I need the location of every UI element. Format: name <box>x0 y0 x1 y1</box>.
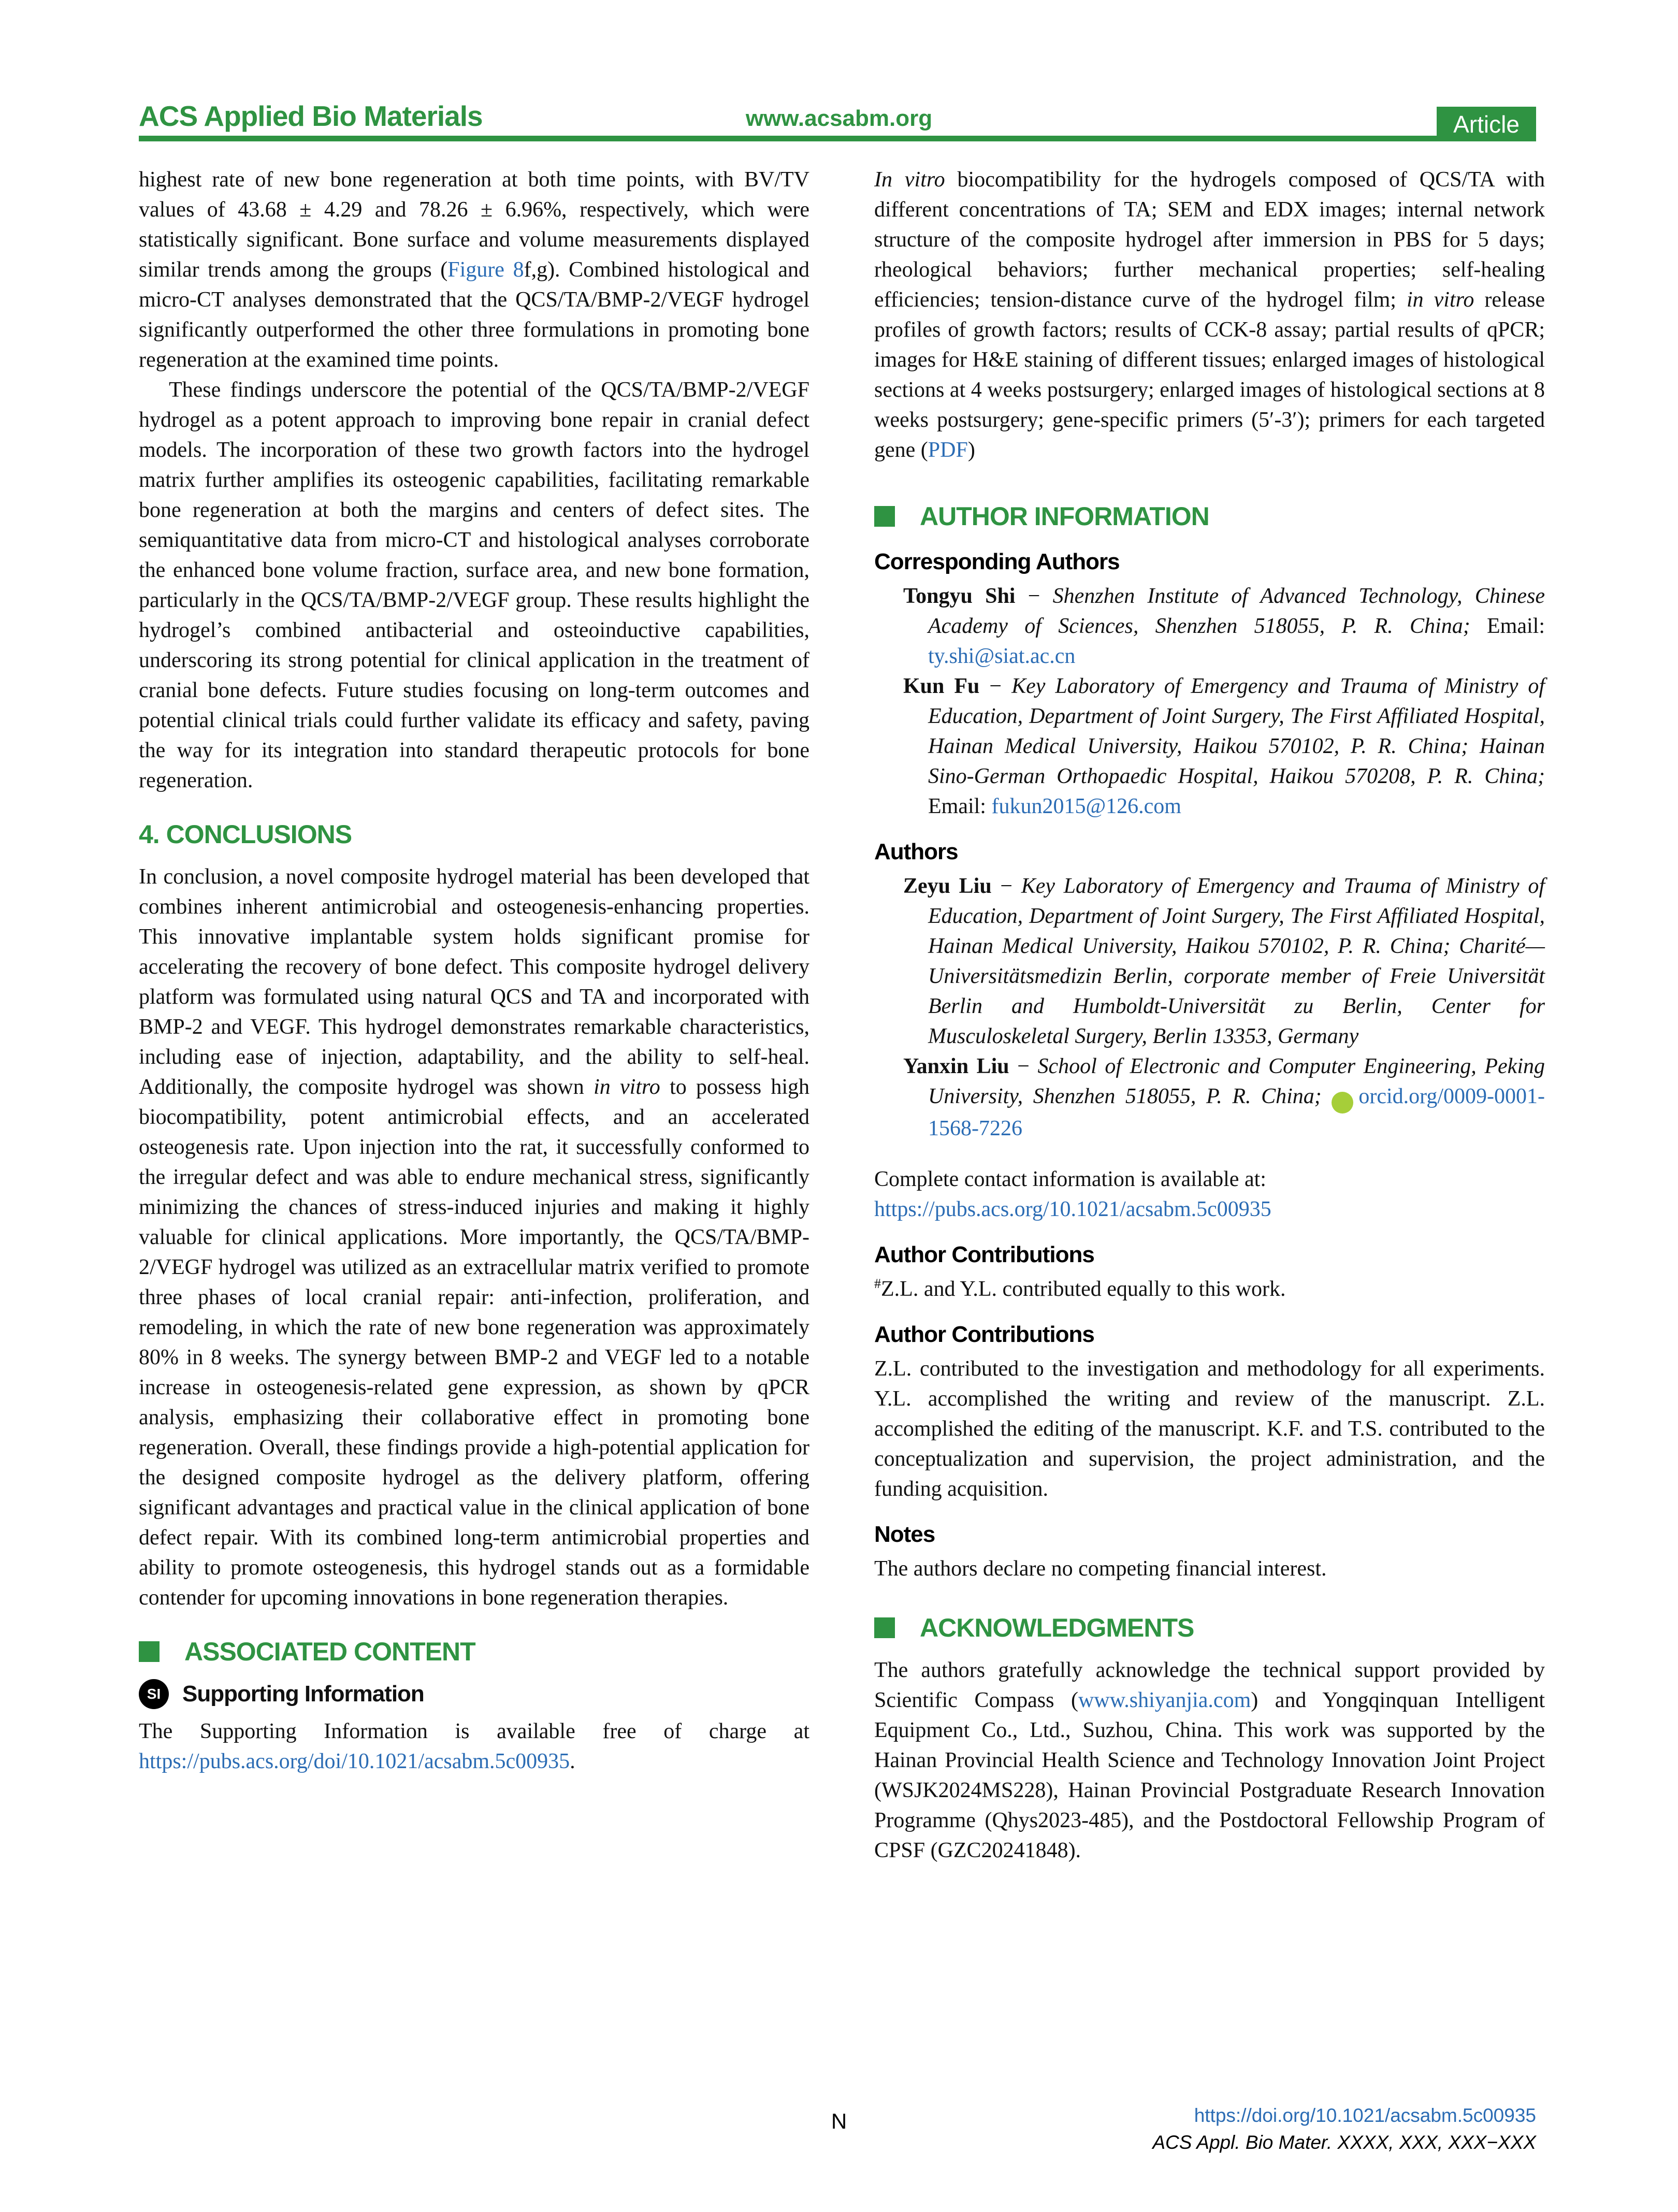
supporting-information-title: Supporting Information <box>182 1681 424 1707</box>
section-heading-author-information <box>874 501 1545 531</box>
section-heading-label: 4. CONCLUSIONS <box>139 820 352 849</box>
body-paragraph: The Supporting Information is available free of charge at https://pubs.acs.org/doi/10.1021/acsabm.5c00935. <box>139 1719 809 1773</box>
subheading-author-contributions: Author Contributions <box>874 1322 1094 1347</box>
body-paragraph: These findings underscore the potential of the QCS/TA/BMP-2/VEGF hydrogel as a potent approach to improving bone repair in cranial defect models. The incorporation of these two growth factors into the hydrogel matrix further amplifies its osteogenic capabilities, facilitating remarkable bone regeneration at both the margins and centers of defect sites. The semiquantitative data from micro-CT and histological analyses corroborate the enhanced bone volume fraction, surface area, and new bone formation, particularly in the QCS/TA/BMP-2/VEGF group. These results highlight the hydrogel’s combined antibacterial and osteoinductive capabilities, underscoring its strong potential for clinical application in the treatment of cranial bone defects. Future studies focusing on long-term outcomes and potential clinical trials could further validate its efficacy and safety, paving the way for its integration into standard therapeutic protocols for bone regeneration. <box>139 378 809 792</box>
footer-citation-journal: ACS Appl. Bio Mater. <box>1152 2132 1333 2153</box>
body-paragraph: The authors gratefully acknowledge the technical support provided by Scientific Compass (www.shiyanjia.com) and Yongqinquan Intelligent Equipment Co., Ltd., Suzhou, China. This work was supported by the Hainan Provincial Health Science and Technology Innovation Joint Project (WSJK2024MS228), Hainan Provincial Postgraduate Research Innovation Programme (Qhys2023-485), and the Postdoctoral Fellowship Program of CPSF (GZC20241848). <box>874 1658 1545 1862</box>
section-heading-label: ASSOCIATED CONTENT <box>184 1637 475 1666</box>
figure-8-link[interactable]: Figure 8 <box>447 258 524 282</box>
subheading-author-contributions: Author Contributions <box>874 1242 1094 1267</box>
section-heading-acknowledgments <box>874 1613 1545 1643</box>
orcid-icon: iD <box>1332 1092 1353 1114</box>
notes-text: The authors declare no competing financial interest. <box>874 1557 1327 1581</box>
section-heading-label: AUTHOR INFORMATION <box>920 502 1209 531</box>
footer-citation <box>1152 2132 1536 2153</box>
section-heading-associated-content <box>139 1637 809 1667</box>
si-badge-icon: SI <box>139 1679 169 1709</box>
author-entry: Kun Fu − Key Laboratory of Emergency and Trauma of Ministry of Education, Department of Joint Surgery, The First Affiliated Hospital, Hainan Medical University, Haikou 570102, P. R. China; Hainan Sino-German Orthopaedic Hospital, Haikou 570208, P. R. China; Email: fukun2015@126.com <box>903 674 1545 818</box>
article-type-badge: Article <box>1437 107 1536 141</box>
author-entry: Tongyu Shi − Shenzhen Institute of Advanced Technology, Chinese Academy of Sciences, Shenzhen 518055, P. R. China; Email: ty.shi@siat.ac.cn <box>903 584 1545 668</box>
orcid-link[interactable]: orcid.org/0009-0001-1568-7226 <box>928 1085 1545 1140</box>
email-link-kun-fu[interactable]: fukun2015@126.com <box>991 794 1181 818</box>
body-paragraph: Z.L. contributed to the investigation and methodology for all experiments. Y.L. accomplished the writing and review of the manuscript. Z.L. accomplished the editing of the manuscript. K.F. and T.S. contributed to the conceptualization and supervision, the project administration, and the funding acquisition. <box>874 1357 1545 1501</box>
section-square-icon <box>874 506 895 527</box>
section-heading-conclusions <box>139 819 809 849</box>
section-heading-label: ACKNOWLEDGMENTS <box>920 1613 1194 1642</box>
author-entry: Yanxin Liu − School of Electronic and Computer Engineering, Peking University, Shenzhen 518055, P. R. China; iD orcid.org/0009-0001-1568-7226 <box>903 1054 1545 1140</box>
footer-doi-link[interactable]: https://doi.org/10.1021/acsabm.5c00935 <box>1194 2105 1536 2126</box>
body-paragraph: In conclusion, a novel composite hydrogel material has been developed that combines inherent antimicrobial and osteogenesis-enhancing properties. This innovative implantable system holds significant promise for accelerating the recovery of bone defect. This composite hydrogel delivery platform was formulated using natural QCS and TA and incorporated with BMP-2 and VEGF. This hydrogel demonstrates remarkable characteristics, including ease of injection, adaptability, and the ability to self-heal. Additionally, the composite hydrogel was shown in vitro to possess high biocompatibility, potent antimicrobial effects, and an accelerated osteogenesis rate. Upon injection into the rat, it successfully conformed to the irregular defect and was able to endure mechanical stress, significantly minimizing the chances of stress-induced injuries and making it highly valuable for clinical applications. More importantly, the QCS/TA/BMP-2/VEGF hydrogel was utilized as an extracellular matrix verified to promote three phases of local cranial repair: anti-infection, proliferation, and remodeling, in which the rate of new bone regeneration was approximately 80% in 8 weeks. The synergy between BMP-2 and VEGF led to a notable increase in osteogenesis-related gene expression, as shown by qPCR analysis, emphasizing their collaborative effect in promoting bone regeneration. Overall, these findings provide a high-potential application for the designed composite hydrogel as the delivery platform, offering significant advantages and practical value in the clinical application of bone defect repair. With its combined long-term antimicrobial properties and ability to promote osteogenesis, this hydrogel stands out as a formidable contender for upcoming innovations in bone regeneration therapies. <box>139 865 810 1610</box>
email-link-tongyu-shi[interactable]: ty.shi@siat.ac.cn <box>928 644 1076 668</box>
pdf-link[interactable]: PDF <box>928 438 968 462</box>
footer-citation-pages: XXXX, XXX, XXX−XXX <box>1332 2132 1536 2153</box>
subheading-notes: Notes <box>874 1522 935 1547</box>
journal-title: ACS Applied Bio Materials <box>139 100 483 132</box>
section-square-icon <box>139 1641 160 1662</box>
subheading-authors: Authors <box>874 839 958 864</box>
contact-info-link[interactable]: https://pubs.acs.org/10.1021/acsabm.5c00935 <box>874 1197 1271 1221</box>
supporting-info-link[interactable]: https://pubs.acs.org/doi/10.1021/acsabm.5c00935 <box>139 1750 570 1773</box>
right-column <box>874 165 1545 1866</box>
subheading-corresponding-authors: Corresponding Authors <box>874 549 1120 574</box>
contact-info-text: Complete contact information is available at: <box>874 1167 1266 1191</box>
author-entry: Zeyu Liu − Key Laboratory of Emergency and Trauma of Ministry of Education, Department of Joint Surgery, The First Affiliated Hospital, Hainan Medical University, Haikou 570102, P. R. China; Charité—Universitätsmedizin Berlin, corporate member of Freie Universität Berlin and Humboldt-Universität zu Berlin, Center for Musculoskeletal Surgery, Berlin 13353, Germany <box>903 874 1545 1048</box>
body-paragraph: #Z.L. and Y.L. contributed equally to this work. <box>874 1276 1286 1301</box>
page-number: N <box>831 2109 847 2133</box>
contact-info-block <box>874 1164 1545 1224</box>
supporting-information-row <box>139 1679 809 1709</box>
shiyanjia-link[interactable]: www.shiyanjia.com <box>1078 1688 1251 1712</box>
left-column <box>139 165 809 1776</box>
section-square-icon <box>874 1617 895 1638</box>
journal-url-link[interactable]: www.acsabm.org <box>745 106 933 131</box>
header-rule <box>139 136 1536 141</box>
body-paragraph: In vitro biocompatibility for the hydrogels composed of QCS/TA with different concentrations of TA; SEM and EDX images; internal network structure of the composite hydrogel after immersion in PBS for 5 days; rheological behaviors; further mechanical properties; self-healing efficiencies; tension-distance curve of the hydrogel film; in vitro release profiles of growth factors; results of CCK-8 assay; partial results of qPCR; images for H&E staining of different tissues; enlarged images of histological sections at 4 weeks postsurgery; enlarged images of histological sections at 8 weeks postsurgery; gene-specific primers (5′-3′); primers for each targeted gene (PDF) <box>874 168 1545 462</box>
body-paragraph: highest rate of new bone regeneration at both time points, with BV/TV values of 43.68 ± 4.29 and 78.26 ± 6.96%, respectively, which were statistically significant. Bone surface and volume measurements displayed similar trends among the groups (Figure 8f,g). Combined histological and micro-CT analyses demonstrated that the QCS/TA/BMP-2/VEGF hydrogel significantly outperformed the other three formulations in promoting bone regeneration at the examined time points. <box>139 168 809 372</box>
